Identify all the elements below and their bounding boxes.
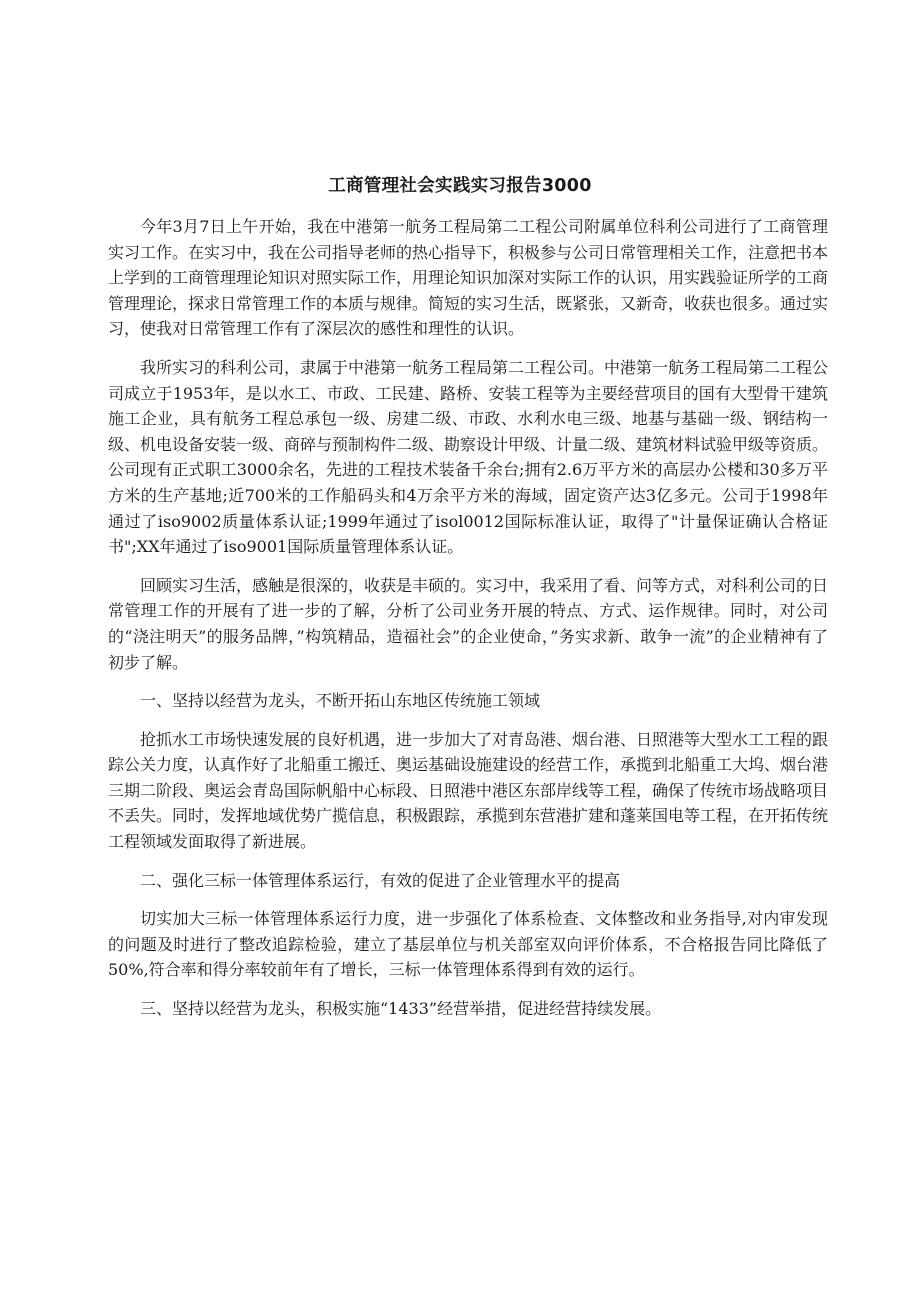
- paragraph-intro: 今年3月7日上午开始，我在中港第一航务工程局第二工程公司附属单位科利公司进行了工商管理实习工作。在实习中，我在公司指导老师的热心指导下，积极参与公司日常管理相关工作，注意把书本上学到的工商管理理论知识对照实际工作，用理论知识加深对实际工作的认识，用实践验证所学的工商管理理论，探求日常管理工作的本质与规律。简短的实习生活，既紧张，又新奇，收获也很多。通过实习，使我对日常管理工作有了深层次的感性和理性的认识。: [108, 217, 829, 339]
- paragraph-section-1: 抢抓水工市场快速发展的良好机遇，进一步加大了对青岛港、烟台港、日照港等大型水工工程的跟踪公关力度，认真作好了北船重工搬迁、奥运基础设施建设的经营工作，承揽到北船重工大坞、烟台港三期二阶段、奥运会青岛国际帆船中心标段、日照港中港区东部岸线等工程，确保了传统市场战略项目不丢失。同时，发挥地域优势广揽信息，积极跟踪，承揽到东营港扩建和蓬莱国电等工程，在开拓传统工程领域发面取得了新进展。: [108, 729, 829, 852]
- section-heading-2: 二、强化三标一体管理体系运行，有效的促进了企业管理水平的提高: [140, 870, 621, 890]
- document-body: [108, 214, 828, 1035]
- paragraph-review: 回顾实习生活，感触是很深的，收获是丰硕的。实习中，我采用了看、问等方式，对科利公司的日常管理工作的开展有了进一步的了解，分析了公司业务开展的特点、方式、运作规律。同时，对公司的“浇注明天”的服务品牌，”构筑精品，造福社会”的企业使命，”务实求新、敢争一流”的企业精神有了初步了解。: [108, 575, 829, 672]
- section-heading-1: 一、坚持以经营为龙头，不断开拓山东地区传统施工领域: [140, 691, 541, 711]
- paragraph-section-2: 切实加大三标一体管理体系运行力度，进一步强化了体系检查、文体整改和业务指导,对内审发现的问题及时进行了整改追踪检验，建立了基层单位与机关部室双向评价体系，不合格报告同比降低了50%,符合率和得分率较前年有了增长，三标一体管理体系得到有效的运行。: [108, 909, 828, 980]
- section-heading-3: 三、坚持以经营为龙头，积极实施“1433”经营举措，促进经营持续发展。: [140, 999, 662, 1019]
- paragraph-company-profile: 我所实习的科利公司，隶属于中港第一航务工程局第二工程公司。中港第一航务工程局第二工程公司成立于1953年，是以水工、市政、工民建、路桥、安装工程等为主要经营项目的国有大型骨干建筑施工企业，具有航务工程总承包一级、房建二级、市政、水利水电三级、地基与基础一级、钢结构一级、机电设备安装一级、商碎与预制构件二级、勘察设计甲级、计量二级、建筑材料试验甲级等资质。公司现有正式职工3000余名，先进的工程技术装备千余台;拥有2.6万平方米的高层办公楼和30多万平方米的生产基地;近700米的工作船码头和4万余平方米的海域，固定资产达3亿多元。公司于1998年通过了iso9002质量体系认证;1999年通过了isol0012国际标准认证，取得了"计量保证确认合格证书";XX年通过了iso9001国际质量管理体系认证。: [108, 357, 829, 557]
- document-title: 工商管理社会实践实习报告3000: [328, 176, 592, 196]
